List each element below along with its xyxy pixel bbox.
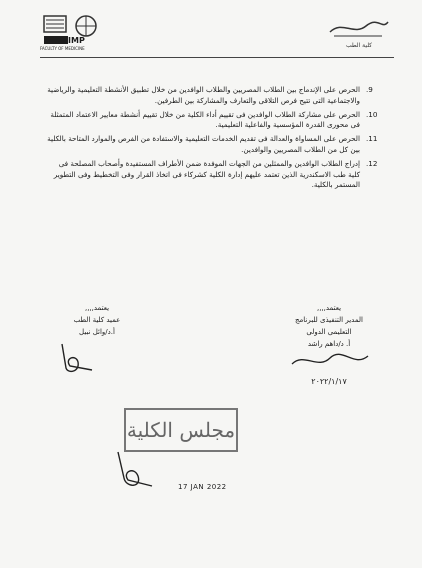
item-text: إدراج الطلاب الوافدين والممثلين من الجهات الموفدة ضمن الأطراف المستفيدة وأصحاب المصلحة فى كلية طب الاسكندرية الذين تعتمد عليهم إدارة الكلية كشركاء فى اتخاذ القرار وفى التخطيط وفى التطوير المستمر بالكلية. bbox=[53, 158, 360, 190]
approved-label: يعتمد,,,, bbox=[316, 304, 342, 312]
item-text: الحرص على مشاركة الطلاب الوافدين فى تقييم أداء الكلية من خلال تقييم أنشطة معايير الاعتماد المتمثلة فى محورى القدرة المؤسسية والفاعلية التعليمية. bbox=[50, 109, 360, 130]
item-number: 12. bbox=[366, 158, 378, 168]
approved-label: يعتمد,,,, bbox=[84, 304, 110, 312]
item-number: 11. bbox=[366, 134, 378, 144]
list-item bbox=[46, 134, 380, 156]
signature-block-left bbox=[52, 302, 142, 382]
signature-block-right bbox=[274, 302, 384, 388]
item-text: الحرص على الإندماج بين الطلاب المصريين والطلاب الوافدين من خلال تطبيق الأنشطة التعليمية والرياضية والاجتماعية التى تتيح فرص التلاقى والتعارف والمشاركة بين الطرفين. bbox=[47, 85, 360, 105]
list-item bbox=[46, 110, 380, 132]
list-item bbox=[46, 159, 380, 191]
faculty-name: كلية الطب bbox=[345, 42, 373, 49]
logo-text: IMP bbox=[68, 36, 85, 45]
logo-subtext: FACULTY OF MEDICINE bbox=[40, 46, 85, 51]
list-item bbox=[46, 85, 380, 107]
faculty-logo-right bbox=[324, 14, 394, 52]
handwritten-signature-icon bbox=[108, 448, 168, 498]
handwritten-signature-icon bbox=[284, 350, 374, 372]
signatory-name: أ.د/وائل نبيل bbox=[79, 328, 115, 336]
calligraphy-logo-icon bbox=[324, 14, 394, 40]
header-divider bbox=[40, 57, 394, 58]
numbered-items bbox=[46, 85, 380, 194]
council-stamp bbox=[124, 408, 238, 452]
item-number: 9. bbox=[366, 85, 373, 94]
handwritten-date: ٢٠٢٢/١/١٧ bbox=[311, 377, 347, 386]
signatory-title: عميد كلية الطب bbox=[73, 316, 121, 324]
handwritten-signature-icon bbox=[52, 338, 142, 378]
signatory-name: أ. د/داهم راشد bbox=[307, 340, 351, 348]
item-text: الحرص على المساواة والعدالة فى تقديم الخدمات التعليمية والاستفادة من الفرص والموارد المتاحة بالكلية بين كل من الطلاب المصريين والوافدين. bbox=[47, 134, 360, 154]
document-date: 17 JAN 2022 bbox=[178, 483, 227, 491]
item-number: 10. bbox=[366, 109, 378, 119]
signatory-title-2: التعليمى الدولى bbox=[306, 328, 352, 336]
signatory-title: المدير التنفيذى للبرنامج bbox=[295, 316, 363, 324]
stamp-text: مجلس الكلية bbox=[126, 418, 236, 442]
faculty-logo-left bbox=[40, 12, 104, 52]
